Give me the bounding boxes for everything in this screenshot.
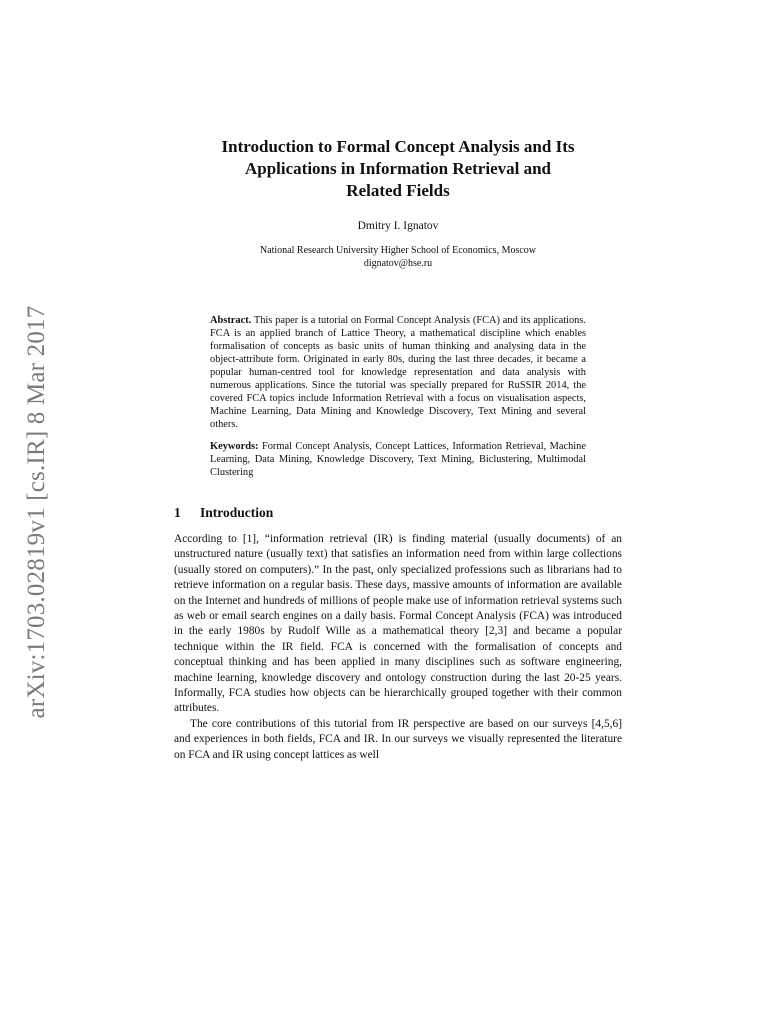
paper-page xyxy=(174,136,622,763)
abstract-label: Abstract. xyxy=(210,315,252,326)
abstract-text: This paper is a tutorial on Formal Concept Analysis (FCA) and its applications. FCA is an applied branch of Lattice Theory, a mathematical discipline which enables formalisation of concepts as basic units of human thinking and analysing data in the object-attribute form. Originated in early 80s, during the last three decades, it became a popular human-centred tool for knowledge representation and data analysis with numerous applications. Since the tutorial was specially prepared for RuSSIR 2014, the covered FCA topics include Information Retrieval with a focus on visualisation aspects, Machine Learning, Data Mining and Knowledge Discovery, Text Mining and several others. xyxy=(210,315,586,430)
keywords-label: Keywords: xyxy=(210,441,259,452)
keywords xyxy=(210,440,586,479)
abstract xyxy=(210,314,586,431)
title-line: Introduction to Formal Concept Analysis and Its xyxy=(221,137,575,156)
body-paragraph: According to [1], “information retrieval (IR) is finding material (usually documents) of an unstructured nature (usually text) that satisfies an information need from within large collections (usually stored on computers).” In the past, only specialized professions such as librarians had to retrieve information on a regular basis. These days, massive amounts of information are available on the Internet and hundreds of millions of people make use of information retrieval systems such as web or email search engines on a daily basis. Formal Concept Analysis (FCA) was introduced in the early 1980s by Rudolf Wille as a mathematical theory [2,3] and became a popular technique within the IR field. FCA is concerned with the formalisation of concepts and conceptual thinking and has been applied in many disciplines such as software engineering, machine learning, knowledge discovery and ontology construction during the last 20-25 years. Informally, FCA studies how objects can be hierarchically grouped together with their common attributes. xyxy=(174,533,622,715)
body-paragraph: The core contributions of this tutorial from IR perspective are based on our surveys [4,5,6] and experiences in both fields, FCA and IR. In our surveys we visually represented the literature on FCA and IR using concept lattices as well xyxy=(174,717,622,761)
section-number: 1 xyxy=(174,505,181,520)
title-line: Related Fields xyxy=(346,181,450,200)
keywords-text: Formal Concept Analysis, Concept Lattices, Information Retrieval, Machine Learning, Data Mining, Knowledge Discovery, Text Mining, Biclustering, Multimodal Clustering xyxy=(210,441,586,478)
affiliation-block xyxy=(174,244,622,270)
section-title: Introduction xyxy=(200,505,274,520)
affiliation: National Research University Higher School of Economics, Moscow xyxy=(259,245,537,256)
paper-title xyxy=(174,136,622,202)
section-heading xyxy=(174,505,622,521)
title-line: Applications in Information Retrieval and xyxy=(244,159,552,178)
author-email: dignatov@hse.ru xyxy=(363,258,433,269)
arxiv-identifier-stamp: arXiv:1703.02819v1 [cs.IR] 8 Mar 2017 xyxy=(23,305,50,719)
author-name: Dmitry I. Ignatov xyxy=(357,220,439,232)
